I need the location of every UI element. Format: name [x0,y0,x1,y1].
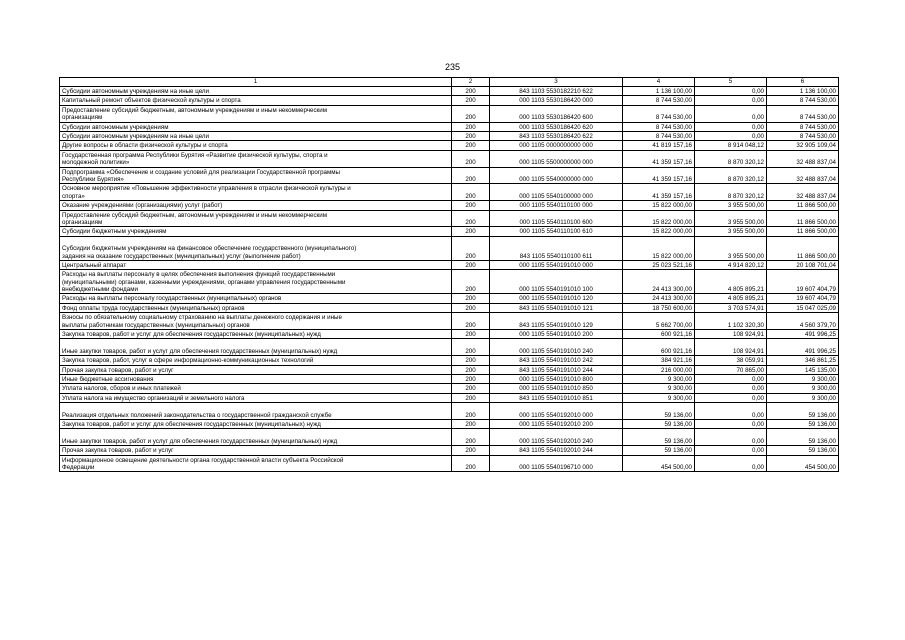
item-name-cell: Закупка товаров, работ и услуг для обеспечения государственных (муниципальных) нужд [60,330,452,339]
line-code-cell: 200 [452,260,490,269]
budget-code-cell: 000 1103 5530186420 600 [490,105,623,122]
line-code-cell: 200 [452,227,490,236]
remaining-amount-cell: 491 996,25 [767,339,839,356]
item-name-cell: Основное мероприятие «Повышение эффективности управления в отрасли физической культуры и спорта» [60,184,452,201]
table-row [60,356,839,365]
item-name-cell: Предоставление субсидий бюджетным, автономным учреждениям и иным некоммерческим организациям [60,105,452,122]
item-name-cell: Фонд оплаты труда государственных (муниципальных) органов [60,303,452,312]
budget-code-cell: 843 1103 5530186420 622 [490,131,623,140]
budget-code-cell: 843 1105 5540192010 244 [490,446,623,455]
item-name-cell: Субсидии автономным учреждениям на иные цели [60,87,452,96]
table-row [60,365,839,374]
executed-amount-cell: 0,00 [695,455,767,472]
column-header: 2 [452,78,490,87]
item-name-cell: Оказание учреждениями (организациями) услуг (работ) [60,201,452,210]
item-name-cell: Другие вопросы в области физической культуры и спорта [60,141,452,150]
table-row [60,184,839,201]
table-row [60,210,839,227]
executed-amount-cell: 3 955 500,00 [695,210,767,227]
executed-amount-cell: 4 914 820,12 [695,260,767,269]
remaining-amount-cell: 59 136,00 [767,429,839,446]
remaining-amount-cell: 8 744 530,00 [767,131,839,140]
executed-amount-cell: 0,00 [695,403,767,420]
item-name-cell: Субсидии бюджетным учреждениям на финансовое обеспечение государственного (муниципального) задания на оказание государственных (муниципальных) услуг (выполнение работ) [60,236,452,260]
approved-amount-cell: 8 744 530,00 [623,105,695,122]
budget-code-cell: 843 1105 5540191010 242 [490,356,623,365]
approved-amount-cell: 9 300,00 [623,384,695,393]
approved-amount-cell: 24 413 300,00 [623,294,695,303]
approved-amount-cell: 41 359 157,16 [623,150,695,167]
remaining-amount-cell: 9 300,00 [767,375,839,384]
remaining-amount-cell: 32 488 837,04 [767,167,839,184]
budget-code-cell: 843 1105 5540191010 244 [490,365,623,374]
item-name-cell: Закупка товаров, работ и услуг для обеспечения государственных (муниципальных) нужд [60,420,452,429]
line-code-cell: 200 [452,446,490,455]
item-name-cell: Государственная программа Республики Бурятия «Развитие физической культуры, спорта и молодежной политики» [60,150,452,167]
executed-amount-cell: 3 703 574,91 [695,303,767,312]
item-name-cell: Предоставление субсидий бюджетным, автономным учреждениям и иным некоммерческим организациям [60,210,452,227]
budget-code-cell: 843 1105 5540191010 129 [490,313,623,330]
approved-amount-cell: 1 136 100,00 [623,87,695,96]
executed-amount-cell: 0,00 [695,375,767,384]
table-row [60,330,839,339]
remaining-amount-cell: 8 744 530,00 [767,105,839,122]
item-name-cell: Подпрограмма «Обеспечение и создание условий для реализации Государственной программы Республики Бурятия» [60,167,452,184]
table-row [60,339,839,356]
table-row [60,270,839,294]
remaining-amount-cell: 32 905 109,04 [767,141,839,150]
remaining-amount-cell: 8 744 530,00 [767,122,839,131]
remaining-amount-cell: 9 300,00 [767,384,839,393]
remaining-amount-cell: 8 744 530,00 [767,96,839,105]
budget-code-cell: 000 1105 5540000000 000 [490,167,623,184]
item-name-cell: Центральный аппарат [60,260,452,269]
budget-code-cell: 000 1103 5530186420 000 [490,96,623,105]
item-name-cell: Информационное освещение деятельности органа государственной власти субъекта Российской Федерации [60,455,452,472]
remaining-amount-cell: 32 488 837,04 [767,150,839,167]
table-row [60,105,839,122]
executed-amount-cell: 38 059,91 [695,356,767,365]
table-row [60,403,839,420]
executed-amount-cell: 8 870 320,12 [695,150,767,167]
executed-amount-cell: 108 924,91 [695,339,767,356]
approved-amount-cell: 59 136,00 [623,403,695,420]
item-name-cell: Расходы на выплаты персоналу в целях обеспечения выполнения функций государственными (муниципальными) органами, казенными учреждениями, органами управления государственными внебюджетными фондами [60,270,452,294]
remaining-amount-cell: 15 047 025,09 [767,303,839,312]
item-name-cell: Субсидии автономным учреждениям на иные цели [60,131,452,140]
approved-amount-cell: 18 750 600,00 [623,303,695,312]
table-row [60,167,839,184]
approved-amount-cell: 41 359 157,16 [623,167,695,184]
budget-code-cell: 000 1105 5540191010 120 [490,294,623,303]
budget-code-cell: 000 1105 5540110100 600 [490,210,623,227]
column-header: 4 [623,78,695,87]
approved-amount-cell: 59 136,00 [623,429,695,446]
line-code-cell: 200 [452,167,490,184]
budget-code-cell: 000 1105 5540100000 000 [490,184,623,201]
executed-amount-cell: 0,00 [695,384,767,393]
approved-amount-cell: 5 662 700,00 [623,313,695,330]
table-row [60,393,839,402]
table-row [60,294,839,303]
remaining-amount-cell: 145 135,00 [767,365,839,374]
remaining-amount-cell: 59 136,00 [767,420,839,429]
budget-code-cell: 000 1105 5540192010 200 [490,420,623,429]
budget-code-cell: 000 1105 5540191010 800 [490,375,623,384]
approved-amount-cell: 15 822 000,00 [623,227,695,236]
table-row [60,141,839,150]
line-code-cell: 200 [452,429,490,446]
approved-amount-cell: 216 000,00 [623,365,695,374]
remaining-amount-cell: 11 866 500,00 [767,227,839,236]
executed-amount-cell: 8 870 320,12 [695,167,767,184]
table-row [60,236,839,260]
approved-amount-cell: 8 744 530,00 [623,122,695,131]
approved-amount-cell: 41 819 157,16 [623,141,695,150]
budget-code-cell: 000 1105 5540192010 000 [490,403,623,420]
table-row [60,260,839,269]
remaining-amount-cell: 20 108 701,04 [767,260,839,269]
budget-code-cell: 843 1103 5530182210 622 [490,87,623,96]
line-code-cell: 200 [452,313,490,330]
line-code-cell: 200 [452,201,490,210]
approved-amount-cell: 24 413 300,00 [623,270,695,294]
executed-amount-cell: 3 955 500,00 [695,227,767,236]
budget-code-cell: 000 1105 5540191010 100 [490,270,623,294]
line-code-cell: 200 [452,403,490,420]
budget-code-cell: 000 1105 5540191010 850 [490,384,623,393]
item-name-cell: Субсидии автономным учреждениям [60,122,452,131]
remaining-amount-cell: 32 488 837,04 [767,184,839,201]
line-code-cell: 200 [452,393,490,402]
line-code-cell: 200 [452,96,490,105]
line-code-cell: 200 [452,294,490,303]
remaining-amount-cell: 11 866 500,00 [767,236,839,260]
column-header: 5 [695,78,767,87]
table-body [60,87,839,472]
remaining-amount-cell: 1 136 100,00 [767,87,839,96]
approved-amount-cell: 8 744 530,00 [623,96,695,105]
executed-amount-cell: 0,00 [695,105,767,122]
line-code-cell: 200 [452,365,490,374]
line-code-cell: 200 [452,330,490,339]
remaining-amount-cell: 19 607 404,79 [767,270,839,294]
approved-amount-cell: 15 822 000,00 [623,236,695,260]
approved-amount-cell: 15 822 000,00 [623,201,695,210]
line-code-cell: 200 [452,131,490,140]
executed-amount-cell: 8 870 320,12 [695,184,767,201]
remaining-amount-cell: 454 500,00 [767,455,839,472]
item-name-cell: Иные закупки товаров, работ и услуг для обеспечения государственных (муниципальных) нужд [60,429,452,446]
budget-code-cell: 000 1105 5540110100 000 [490,201,623,210]
budget-code-cell: 000 1105 5540110100 610 [490,227,623,236]
budget-code-cell: 000 1105 5540191010 240 [490,339,623,356]
line-code-cell: 200 [452,105,490,122]
table-row [60,446,839,455]
item-name-cell: Прочая закупка товаров, работ и услуг [60,365,452,374]
executed-amount-cell: 4 805 895,21 [695,270,767,294]
line-code-cell: 200 [452,339,490,356]
budget-code-cell: 843 1105 5540191010 851 [490,393,623,402]
remaining-amount-cell: 59 136,00 [767,403,839,420]
budget-code-cell: 000 1105 5540191010 200 [490,330,623,339]
budget-code-cell: 000 1105 0000000000 000 [490,141,623,150]
item-name-cell: Иные закупки товаров, работ и услуг для обеспечения государственных (муниципальных) нужд [60,339,452,356]
executed-amount-cell: 3 955 500,00 [695,236,767,260]
line-code-cell: 200 [452,303,490,312]
executed-amount-cell: 0,00 [695,420,767,429]
item-name-cell: Субсидии бюджетным учреждениям [60,227,452,236]
executed-amount-cell: 70 865,00 [695,365,767,374]
column-header: 3 [490,78,623,87]
line-code-cell: 200 [452,87,490,96]
table-row [60,455,839,472]
budget-table [59,77,839,472]
remaining-amount-cell: 11 866 500,00 [767,201,839,210]
item-name-cell: Уплата налогов, сборов и иных платежей [60,384,452,393]
remaining-amount-cell: 491 996,25 [767,330,839,339]
table-row [60,429,839,446]
table-row [60,375,839,384]
table-row [60,131,839,140]
table-row [60,96,839,105]
remaining-amount-cell: 9 300,00 [767,393,839,402]
budget-code-cell: 000 1103 5530186420 620 [490,122,623,131]
approved-amount-cell: 600 921,16 [623,330,695,339]
remaining-amount-cell: 4 560 379,70 [767,313,839,330]
line-code-cell: 200 [452,375,490,384]
approved-amount-cell: 59 136,00 [623,446,695,455]
column-header: 1 [60,78,452,87]
table-row [60,303,839,312]
line-code-cell: 200 [452,210,490,227]
table-row [60,313,839,330]
executed-amount-cell: 0,00 [695,446,767,455]
remaining-amount-cell: 11 866 500,00 [767,210,839,227]
budget-code-cell: 000 1105 5540196710 000 [490,455,623,472]
line-code-cell: 200 [452,384,490,393]
approved-amount-cell: 59 136,00 [623,420,695,429]
executed-amount-cell: 8 914 048,12 [695,141,767,150]
item-name-cell: Капитальный ремонт объектов физической культуры и спорта [60,96,452,105]
table-row [60,201,839,210]
executed-amount-cell: 1 102 320,30 [695,313,767,330]
executed-amount-cell: 108 924,91 [695,330,767,339]
approved-amount-cell: 454 500,00 [623,455,695,472]
budget-code-cell: 000 1105 5500000000 000 [490,150,623,167]
executed-amount-cell: 0,00 [695,393,767,402]
executed-amount-cell: 0,00 [695,87,767,96]
page-number: 235 [444,62,461,72]
executed-amount-cell: 0,00 [695,429,767,446]
budget-code-cell: 843 1105 5540110100 611 [490,236,623,260]
approved-amount-cell: 9 300,00 [623,375,695,384]
column-header: 6 [767,78,839,87]
table-header-row [60,78,839,87]
budget-code-cell: 000 1105 5540191010 000 [490,260,623,269]
remaining-amount-cell: 346 861,25 [767,356,839,365]
table-row [60,87,839,96]
approved-amount-cell: 600 921,16 [623,339,695,356]
item-name-cell: Прочая закупка товаров, работ и услуг [60,446,452,455]
executed-amount-cell: 3 955 500,00 [695,201,767,210]
executed-amount-cell: 4 805 895,21 [695,294,767,303]
table-row [60,150,839,167]
approved-amount-cell: 9 300,00 [623,393,695,402]
line-code-cell: 200 [452,141,490,150]
remaining-amount-cell: 19 607 404,79 [767,294,839,303]
line-code-cell: 200 [452,150,490,167]
budget-code-cell: 843 1105 5540191010 121 [490,303,623,312]
executed-amount-cell: 0,00 [695,96,767,105]
budget-code-cell: 000 1105 5540192010 240 [490,429,623,446]
table-row [60,227,839,236]
line-code-cell: 200 [452,270,490,294]
line-code-cell: 200 [452,356,490,365]
executed-amount-cell: 0,00 [695,122,767,131]
item-name-cell: Закупка товаров, работ, услуг в сфере информационно-коммуникационных технологий [60,356,452,365]
approved-amount-cell: 15 822 000,00 [623,210,695,227]
table-row [60,122,839,131]
line-code-cell: 200 [452,184,490,201]
approved-amount-cell: 25 023 521,16 [623,260,695,269]
item-name-cell: Уплата налога на имущество организаций и земельного налога [60,393,452,402]
remaining-amount-cell: 59 136,00 [767,446,839,455]
table-row [60,420,839,429]
executed-amount-cell: 0,00 [695,131,767,140]
line-code-cell: 200 [452,122,490,131]
line-code-cell: 200 [452,236,490,260]
item-name-cell: Реализация отдельных положений законодательства о государственной гражданской службе [60,403,452,420]
line-code-cell: 200 [452,420,490,429]
item-name-cell: Взносы по обязательному социальному страхованию на выплаты денежного содержания и иные выплаты работникам государственных (муниципальных) органов [60,313,452,330]
item-name-cell: Иные бюджетные ассигнования [60,375,452,384]
approved-amount-cell: 8 744 530,00 [623,131,695,140]
line-code-cell: 200 [452,455,490,472]
approved-amount-cell: 384 921,16 [623,356,695,365]
approved-amount-cell: 41 359 157,16 [623,184,695,201]
table-row [60,384,839,393]
item-name-cell: Расходы на выплаты персоналу государственных (муниципальных) органов [60,294,452,303]
